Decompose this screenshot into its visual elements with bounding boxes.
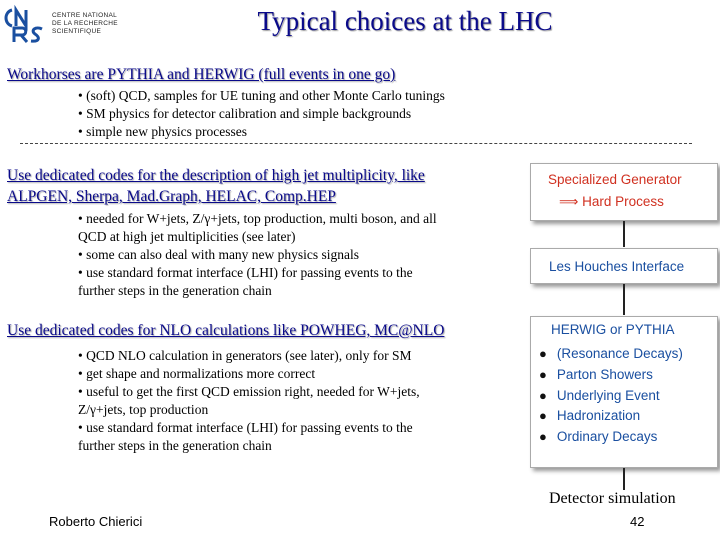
bullet: • use standard format interface (LHI) for passing events to the: [78, 420, 413, 435]
bullet: • simple new physics processes: [78, 124, 247, 139]
bullet: • (soft) QCD, samples for UE tuning and other Monte Carlo tunings: [78, 88, 445, 103]
footer-author: Roberto Chierici: [49, 514, 143, 529]
detector-simulation-label: Detector simulation: [549, 490, 676, 507]
herwig-pythia-label: HERWIG or PYTHIA: [551, 322, 675, 337]
bullet: • useful to get the first QCD emission right, needed for W+jets,: [78, 384, 420, 399]
bullet: • use standard format interface (LHI) for passing events to the: [78, 265, 413, 280]
list-item: ● Parton Showers: [539, 366, 653, 382]
section-1-bullets: [78, 87, 445, 141]
section-1-heading: Workhorses are PYTHIA and HERWIG (full events in one go): [7, 66, 396, 83]
bullet-dot-icon: ●: [539, 387, 547, 403]
bullet-dot-icon: ●: [539, 366, 547, 382]
connector-line: [623, 284, 625, 315]
list-item: ● Underlying Event: [539, 387, 660, 403]
bullet-dot-icon: ●: [539, 346, 547, 361]
bullet-continuation: further steps in the generation chain: [78, 438, 272, 453]
section-2-heading: Use dedicated codes for the description of high jet multiplicity, like ALPGEN, Sherpa, Mad.Graph, HELAC, Comp.HEP: [7, 167, 425, 205]
list-item: ● (Resonance Decays): [539, 346, 683, 361]
list-item: ● Hadronization: [539, 408, 641, 424]
page-number: 42: [630, 514, 645, 529]
bullet-continuation: QCD at high jet multiplicities (see later): [78, 229, 296, 244]
bullet-continuation: Z/γ+jets, top production: [78, 402, 209, 417]
dashed-separator: [20, 143, 692, 144]
hard-process-label: ⟹ Hard Process: [559, 194, 664, 209]
bullet: • needed for W+jets, Z/γ+jets, top production, multi boson, and all: [78, 211, 437, 226]
section-3-heading: Use dedicated codes for NLO calculations like POWHEG, MC@NLO: [7, 322, 445, 339]
section-3-bullets: [78, 347, 420, 455]
bullet-continuation: further steps in the generation chain: [78, 283, 272, 298]
bullet: • QCD NLO calculation in generators (see later), only for SM: [78, 348, 412, 363]
bullet: • some can also deal with many new physics signals: [78, 247, 360, 262]
bullet-dot-icon: ●: [539, 408, 547, 424]
slide-title: Typical choices at the LHC: [257, 6, 553, 36]
les-houches-box: [530, 248, 718, 284]
double-arrow-icon: ⟹: [559, 194, 579, 209]
herwig-pythia-box: [530, 316, 718, 468]
les-houches-label: Les Houches Interface: [549, 259, 685, 274]
bullet-dot-icon: ●: [539, 429, 547, 445]
specialized-generator-label: Specialized Generator: [548, 172, 682, 187]
list-item: ● Ordinary Decays: [539, 429, 658, 445]
section-2-bullets: [78, 210, 437, 300]
cnrs-logo-text: CENTRE NATIONAL DE LA RECHERCHE SCIENTIFIQUE: [52, 12, 118, 35]
herwig-pythia-steps: [539, 344, 683, 448]
bullet: • SM physics for detector calibration and simple backgrounds: [78, 106, 412, 121]
connector-line: [623, 221, 625, 247]
specialized-generator-box: [530, 163, 718, 221]
connector-line: [623, 468, 625, 490]
bullet: • get shape and normalizations more correct: [78, 366, 316, 381]
